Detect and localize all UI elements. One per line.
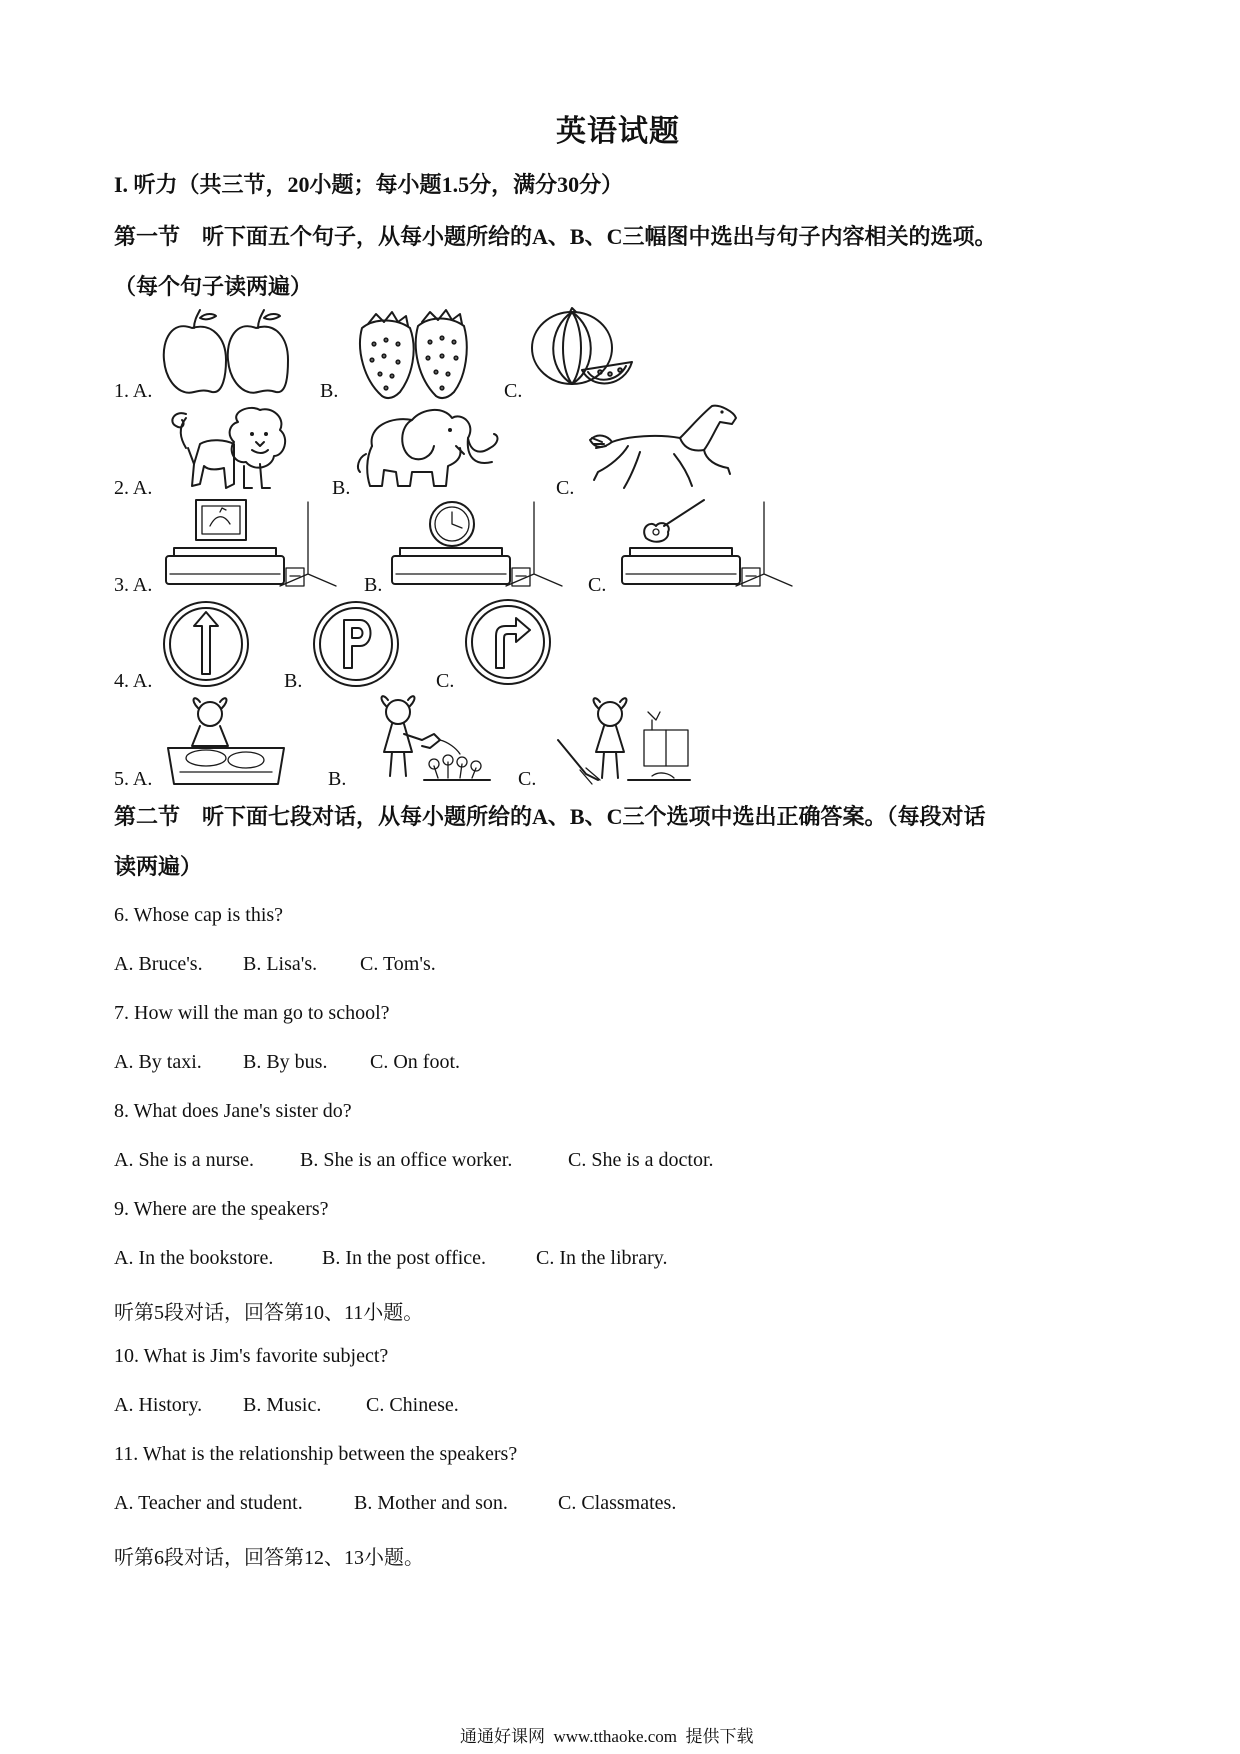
q7-option-c: C. On foot. [370,1051,460,1073]
q2-label-b: B. [332,477,351,499]
dialogue-6-note: 听第6段对话，回答第12、13小题。 [114,1547,424,1569]
question-11: 11. What is the relationship between the speakers? [114,1443,518,1465]
parking-sign-picture [312,600,400,688]
q3-label-b: B. [364,574,383,596]
q6-option-a: A. Bruce's. [114,953,203,975]
q9-option-a: A. In the bookstore. [114,1247,274,1269]
q4-label-c: C. [436,670,455,692]
q10-option-b: B. Music. [243,1394,322,1416]
question-8: 8. What does Jane's sister do? [114,1100,352,1122]
q11-option-a: A. Teacher and student. [114,1492,303,1514]
question-10: 10. What is Jim's favorite subject? [114,1345,389,1367]
horse-picture [588,402,740,492]
q3-label-c: C. [588,574,607,596]
q6-option-c: C. Tom's. [360,953,436,975]
apples-picture [160,308,290,400]
q5-label-b: B. [328,768,347,790]
turn-right-sign-picture [464,598,552,686]
q11-option-c: C. Classmates. [558,1492,677,1514]
part2-instruction: 第二节 听下面七段对话，从每小题所给的A、B、C三个选项中选出正确答案。（每段对话 [114,804,986,829]
q5-label-c: C. [518,768,537,790]
q5-label-a: 5. A. [114,768,153,790]
q1-label-b: B. [320,380,339,402]
q4-label-a: 4. A. [114,670,153,692]
question-7: 7. How will the man go to school? [114,1002,390,1024]
sofa-with-clock-picture [386,498,562,598]
page-footer: 通通好课网 www.tthaoke.com 提供下载 [460,1727,754,1746]
q7-option-b: B. By bus. [243,1051,328,1073]
q3-label-a: 3. A. [114,574,153,596]
q9-option-b: B. In the post office. [322,1247,487,1269]
q2-label-c: C. [556,477,575,499]
part2-instruction-cont: 读两遍） [114,854,203,879]
strawberries-picture [352,310,472,400]
sofa-with-guitar-picture [616,498,792,598]
q9-option-c: C. In the library. [536,1247,668,1269]
lion-picture [160,404,290,496]
sofa-with-painting-picture [160,498,336,598]
section-heading: I. 听力（共三节，20小题；每小题1.5分，满分30分） [114,172,624,197]
dialogue-5-note: 听第5段对话，回答第10、11小题。 [114,1302,424,1324]
part1-instruction: 第一节 听下面五个句子，从每小题所给的A、B、C三幅图中选出与句子内容相关的选项。 [114,224,997,249]
q11-option-b: B. Mother and son. [354,1492,508,1514]
q2-label-a: 2. A. [114,477,153,499]
q8-option-c: C. She is a doctor. [568,1149,714,1171]
q10-option-a: A. History. [114,1394,203,1416]
watermelon-picture [530,308,634,392]
q1-label-a: 1. A. [114,380,153,402]
question-9: 9. Where are the speakers? [114,1198,329,1220]
elephant-picture [352,402,502,494]
q8-option-a: A. She is a nurse. [114,1149,254,1171]
girl-sweeping-picture [552,690,692,786]
q7-option-a: A. By taxi. [114,1051,202,1073]
q8-option-b: B. She is an office worker. [300,1149,513,1171]
q4-label-b: B. [284,670,303,692]
q1-label-c: C. [504,380,523,402]
part1-instruction-cont: （每个句子读两遍） [114,274,313,299]
page-title: 英语试题 [556,115,680,148]
straight-arrow-sign-picture [162,600,250,688]
girl-cooking-picture [160,692,292,788]
q10-option-c: C. Chinese. [366,1394,459,1416]
girl-watering-flowers-picture [364,690,492,786]
q6-option-b: B. Lisa's. [243,953,318,975]
question-6: 6. Whose cap is this? [114,904,284,926]
